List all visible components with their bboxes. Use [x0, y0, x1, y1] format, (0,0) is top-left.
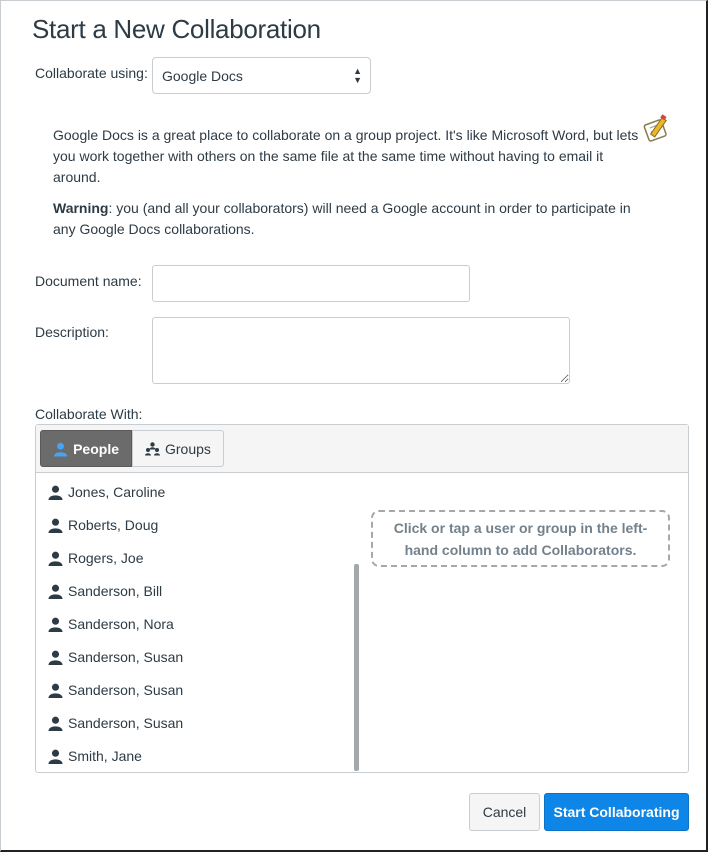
service-intro-text: Google Docs is a great place to collaborate on a group project. It's like Microsoft Word, but lets you work together with others on the same file at the same time without having to email it around. — [53, 127, 639, 185]
select-arrows-icon: ▲ ▼ — [353, 66, 362, 85]
collaboration-type-select[interactable] — [152, 57, 371, 94]
person-name: Jones, Caroline — [68, 484, 166, 500]
person-name: Sanderson, Nora — [68, 616, 174, 632]
collaborate-with-label: Collaborate With: — [35, 406, 143, 422]
tab-groups-label: Groups — [165, 440, 211, 457]
list-item[interactable] — [48, 547, 143, 569]
collaborate-using-label: Collaborate using: — [35, 65, 148, 81]
list-item[interactable] — [48, 646, 183, 668]
warning-text: : you (and all your collaborators) will need a Google account in order to participate in any Google Docs collaborations. — [53, 200, 631, 237]
groups-icon — [145, 442, 160, 456]
person-name: Sanderson, Susan — [68, 649, 184, 665]
list-item[interactable] — [48, 679, 183, 701]
people-list[interactable] — [36, 473, 362, 771]
person-name: Sanderson, Bill — [68, 583, 163, 599]
collaborators-hint: Click or tap a user or group in the left-hand column to add Collaborators. — [371, 510, 670, 567]
person-icon — [53, 441, 68, 457]
document-name-input[interactable] — [152, 265, 470, 302]
user-icon — [48, 650, 63, 665]
warning-label: Warning — [53, 200, 109, 216]
list-item[interactable] — [48, 580, 162, 602]
user-icon — [48, 551, 63, 566]
list-item[interactable] — [48, 514, 158, 536]
list-item[interactable] — [48, 481, 165, 503]
document-edit-icon — [642, 113, 672, 143]
user-icon — [48, 584, 63, 599]
page-title: Start a New Collaboration — [32, 14, 321, 44]
user-icon — [48, 749, 63, 764]
service-description — [53, 125, 643, 250]
collaboration-type-value: Google Docs — [162, 68, 243, 84]
user-icon — [48, 485, 63, 500]
person-name: Roberts, Doug — [68, 517, 159, 533]
list-item[interactable] — [48, 712, 183, 734]
person-name: Sanderson, Susan — [68, 682, 184, 698]
picker-tabs-bar — [36, 425, 688, 473]
tab-people-label: People — [73, 440, 119, 457]
description-label: Description: — [35, 324, 109, 340]
list-item[interactable] — [48, 745, 142, 767]
list-item[interactable] — [48, 613, 174, 635]
tab-groups[interactable] — [132, 430, 224, 467]
user-icon — [48, 617, 63, 632]
person-name: Rogers, Joe — [68, 550, 144, 566]
user-icon — [48, 716, 63, 731]
cancel-button[interactable]: Cancel — [469, 793, 540, 831]
person-name: Smith, Jane — [68, 748, 142, 764]
tab-people[interactable] — [40, 430, 132, 467]
collaborator-picker — [35, 424, 689, 773]
start-collaborating-button[interactable]: Start Collaborating — [544, 793, 689, 831]
user-icon — [48, 683, 63, 698]
document-name-label: Document name: — [35, 273, 142, 289]
service-warning — [53, 198, 643, 240]
person-name: Sanderson, Susan — [68, 715, 184, 731]
user-icon — [48, 518, 63, 533]
description-textarea[interactable] — [152, 317, 570, 384]
people-list-scrollbar[interactable] — [354, 564, 359, 771]
